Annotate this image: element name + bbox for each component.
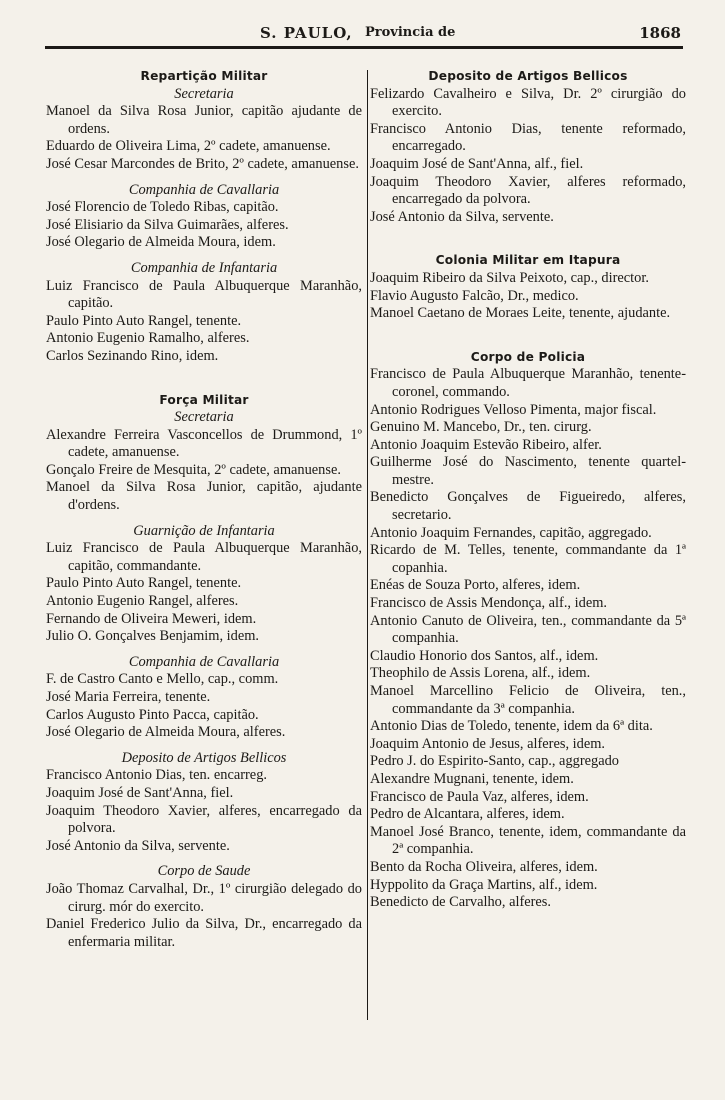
- section-subtitle: Companhia de Infantaria: [130, 259, 278, 276]
- entry: Claudio Honorio dos Santos, alf., idem.: [370, 647, 599, 664]
- section-title: Corpo de Policia: [470, 349, 586, 364]
- entry: Felizardo Cavalheiro e Silva, Dr. 2º cirurgião do exercito.: [370, 85, 686, 120]
- entry: Francisco de Paula Albuquerque Maranhão, tenente-coronel, commando.: [370, 366, 686, 400]
- entry: Luiz Francisco de Paula Albuquerque Maranhão, capitão, commandante.: [46, 540, 362, 574]
- entry: José Olegario de Almeida Moura, alferes.: [46, 724, 286, 741]
- entry: Manoel José Branco, tenente, idem, commandante da 2ª companhia.: [370, 823, 686, 858]
- entry: Joaquim Theodoro Xavier, alferes reformado, encarregado da polvora.: [370, 173, 686, 208]
- section-title: Força Militar: [159, 392, 249, 407]
- entry: Manoel Marcellino Felicio de Oliveira, ten., commandante da 3ª companhia.: [370, 683, 686, 717]
- header-year: 1868: [639, 24, 681, 42]
- entry: Eduardo de Oliveira Lima, 2º cadete, amanuense.: [46, 138, 331, 155]
- entry: Antonio Rodrigues Velloso Pimenta, major fiscal.: [370, 401, 657, 418]
- entry: Francisco Antonio Dias, ten. encarreg.: [46, 767, 267, 784]
- entry: Benedicto de Carvalho, alferes.: [370, 894, 552, 911]
- entry: Antonio Joaquim Fernandes, capitão, aggregado.: [370, 524, 652, 541]
- entry: Genuino M. Mancebo, Dr., ten. cirurg.: [370, 419, 592, 436]
- entry: Joaquim Ribeiro da Silva Peixoto, cap., director.: [370, 269, 649, 286]
- entry: Francisco de Assis Mendonça, alf., idem.: [370, 595, 607, 612]
- entry: Hyppolito da Graça Martins, alf., idem.: [370, 876, 598, 893]
- entry: Daniel Frederico Julio da Silva, Dr., encarregado da enfermaria militar.: [46, 916, 362, 950]
- section-title: Colonia Militar em Itapura: [435, 253, 621, 268]
- entry: Manoel da Silva Rosa Junior, capitão, ajudante d'ordens.: [46, 479, 362, 514]
- entry: Guilherme José do Nascimento, tenente quartel-mestre.: [370, 454, 686, 488]
- entry: Enéas de Souza Porto, alferes, idem.: [370, 577, 581, 594]
- page-header: [45, 22, 685, 44]
- section-subtitle: Guarnição de Infantaria: [133, 522, 275, 539]
- entry: Ricardo de M. Telles, tenente, commandante da 1ª copanhia.: [370, 542, 686, 576]
- section-title: Repartição Militar: [140, 69, 268, 83]
- entry: José Cesar Marcondes de Brito, 2º cadete, amanuense.: [46, 155, 359, 172]
- entry: Joaquim Antonio de Jesus, alferes, idem.: [370, 735, 606, 752]
- entry: Fernando de Oliveira Meweri, idem.: [46, 610, 257, 627]
- entry: Paulo Pinto Auto Rangel, tenente.: [46, 312, 242, 329]
- entry: Julio O. Gonçalves Benjamim, idem.: [46, 628, 260, 645]
- header-province: Provincia de: [365, 25, 456, 40]
- entry: Luiz Francisco de Paula Albuquerque Maranhão, capitão.: [46, 277, 362, 312]
- entry: Pedro J. do Espirito-Santo, cap., aggregado: [370, 753, 619, 770]
- right-column: [370, 68, 686, 912]
- column-divider: [367, 70, 368, 1020]
- entry: José Elisiario da Silva Guimarães, alferes.: [46, 216, 289, 233]
- section-subtitle: Companhia de Cavallaria: [128, 653, 280, 670]
- entry: Paulo Pinto Auto Rangel, tenente.: [46, 575, 242, 592]
- entry: Antonio Canuto de Oliveira, ten., commandante da 5ª companhia.: [370, 612, 686, 647]
- entry: F. de Castro Canto e Mello, cap., comm.: [46, 671, 279, 688]
- entry: Theophilo de Assis Lorena, alf., idem.: [370, 665, 591, 682]
- section-subtitle: Secretaria: [174, 409, 234, 426]
- entry: José Maria Ferreira, tenente.: [46, 689, 211, 705]
- entry: Carlos Augusto Pinto Pacca, capitão.: [46, 706, 259, 723]
- entry: Alexandre Ferreira Vasconcellos de Drummond, 1º cadete, amanuense.: [46, 426, 362, 461]
- entry: Bento da Rocha Oliveira, alferes, idem.: [370, 858, 598, 875]
- section-subtitle: Companhia de Cavallaria: [128, 181, 280, 198]
- entry: Joaquim José de Sant'Anna, alf., fiel.: [370, 155, 584, 172]
- header-city: S. PAULO,: [260, 24, 353, 42]
- entry: Joaquim José de Sant'Anna, fiel.: [46, 784, 234, 801]
- entry: José Olegario de Almeida Moura, idem.: [46, 234, 276, 251]
- entry: Antonio Dias de Toledo, tenente, idem da 6ª dita.: [370, 718, 653, 735]
- entry: José Antonio da Silva, servente.: [370, 208, 554, 225]
- entry: Joaquim Theodoro Xavier, alferes, encarregado da polvora.: [46, 802, 362, 837]
- left-column: [46, 68, 362, 951]
- entry: Carlos Sezinando Rino, idem.: [46, 347, 219, 364]
- entry: Manoel da Silva Rosa Junior, capitão ajudante de ordens.: [46, 103, 362, 137]
- entry: Benedicto Gonçalves de Figueiredo, alferes, secretario.: [370, 489, 686, 524]
- entry: João Thomaz Carvalhal, Dr., 1º cirurgião delegado do cirurg. mór do exercito.: [46, 880, 362, 915]
- entry: Manoel Caetano de Moraes Leite, tenente, ajudante.: [370, 305, 671, 322]
- entry: Flavio Augusto Falcão, Dr., medico.: [370, 287, 579, 304]
- entry: Antonio Joaquim Estevão Ribeiro, alfer.: [370, 436, 602, 453]
- entry: Gonçalo Freire de Mesquita, 2º cadete, amanuense.: [46, 461, 341, 478]
- section-subtitle: Deposito de Artigos Bellicos: [121, 749, 287, 766]
- entry: Antonio Eugenio Ramalho, alferes.: [46, 330, 250, 347]
- section-subtitle: Secretaria: [174, 85, 234, 102]
- entry: Francisco de Paula Vaz, alferes, idem.: [370, 788, 589, 805]
- entry: Pedro de Alcantara, alferes, idem.: [370, 806, 565, 823]
- entry: José Antonio da Silva, servente.: [46, 837, 230, 854]
- entry: Francisco Antonio Dias, tenente reformado, encarregado.: [370, 120, 686, 155]
- entry: Alexandre Mugnani, tenente, idem.: [370, 770, 574, 787]
- entry: Antonio Eugenio Rangel, alferes.: [46, 593, 239, 610]
- section-subtitle: Corpo de Saude: [157, 863, 251, 880]
- header-rule: [45, 46, 683, 49]
- entry: José Florencio de Toledo Ribas, capitão.: [46, 199, 279, 216]
- section-title: Deposito de Artigos Bellicos: [428, 69, 628, 83]
